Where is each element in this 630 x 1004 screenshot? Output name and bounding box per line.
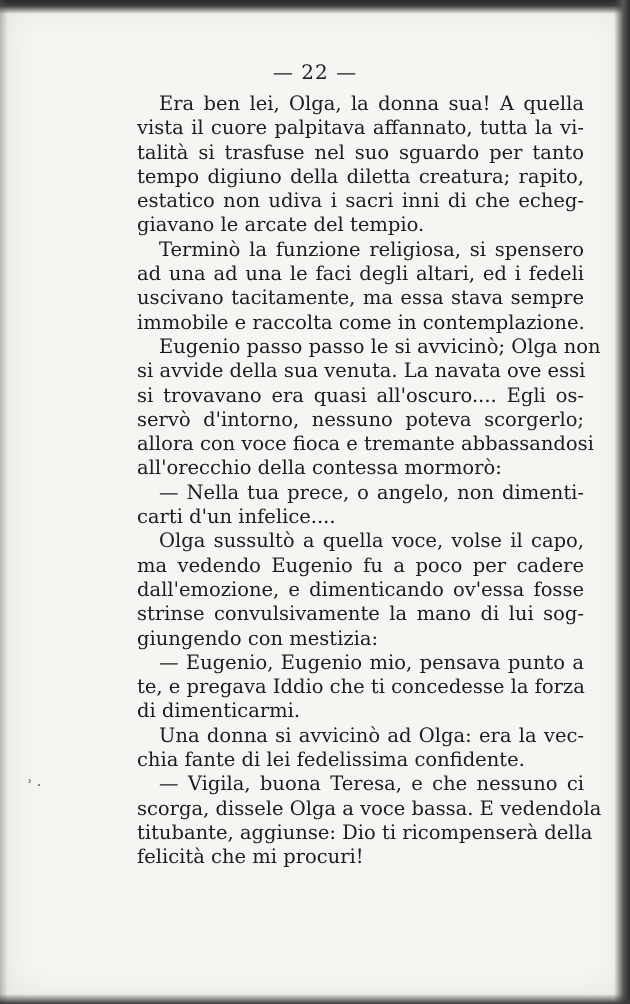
text-line: Eugenio passo passo le si avvicinò; Olga non: [159, 334, 601, 358]
text-line: te, e pregava Iddio che ti concedesse la forza: [137, 675, 585, 699]
text-line: si trovavano era quasi all'oscuro.... Egli os-: [137, 383, 584, 407]
text-line: strinse convulsivamente la mano di lui sog-: [137, 602, 584, 626]
scan-edge-right: [614, 0, 630, 1004]
text-line: immobile e raccolta come in contemplazione.: [137, 310, 585, 334]
text-line: talità si trasfuse nel suo sguardo per tanto: [137, 140, 584, 164]
text-line: Una donna si avvicinò ad Olga: era la vec-: [159, 723, 584, 747]
text-line: titubante, aggiunse: Dio ti ricompenserà della: [137, 820, 593, 844]
text-line: ad una ad una le faci degli altari, ed i fedeli: [137, 262, 584, 286]
text-line: scorga, disselе Olga a voce bassa. E vedendola: [137, 796, 602, 820]
text-line: ma vedendo Eugenio fu a poco per cadere: [137, 553, 584, 577]
text-line: felicità che mi procuri!: [137, 845, 364, 869]
page-number: — 22 —: [272, 60, 358, 84]
text-line: Olga sussultò a quella voce, volse il capo,: [159, 529, 584, 553]
scan-edge-top: [0, 0, 630, 14]
text-line: giavano le arcate del tempio.: [137, 213, 425, 237]
text-line: uscivano tacitamente, ma essa stava sempre: [137, 286, 584, 310]
text-line: vista il cuore palpitava affannato, tutta la vi-: [137, 116, 584, 140]
text-line: estatico non udiva i sacri inni di che echeg-: [137, 189, 584, 213]
text-line: dall'emozione, e dimenticando ov'essa fosse: [137, 577, 584, 601]
text-line: all'orecchio della contessa mormorò:: [137, 456, 502, 480]
text-line: — Vigila, buona Teresa, e che nessuno ci: [159, 772, 584, 796]
text-line: Era ben lei, Olga, la donna sua! A quella: [159, 92, 584, 115]
text-line: — Eugenio, Eugenio mio, pensava punto a: [159, 650, 584, 674]
text-line: chia fante di lei fedelissima confidente.: [137, 748, 525, 772]
ink-speck-decoration: ʾ ·: [28, 778, 42, 794]
text-line: si avvide della sua venuta. La navata ove essi: [137, 359, 586, 383]
text-line: carti d'un infelice....: [137, 505, 336, 529]
scan-edge-bottom: [0, 994, 630, 1004]
text-line: allora con voce fioca e tremante abbassandosi: [137, 432, 594, 456]
text-line: giungendo con mestizia:: [137, 626, 379, 650]
text-line: — Nella tua prece, o angelo, non dimenti-: [159, 480, 584, 504]
body-text: [137, 92, 602, 870]
text-line: tempo digiuno della diletta creatura; rapito,: [137, 164, 584, 188]
text-line: Terminò la funzione religiosa, si spensero: [159, 237, 584, 261]
scan-edge-left: [0, 0, 8, 1004]
text-line: di dimenticarmi.: [137, 699, 301, 723]
text-line: servò d'intorno, nessuno poteva scorgerlo;: [137, 407, 584, 431]
